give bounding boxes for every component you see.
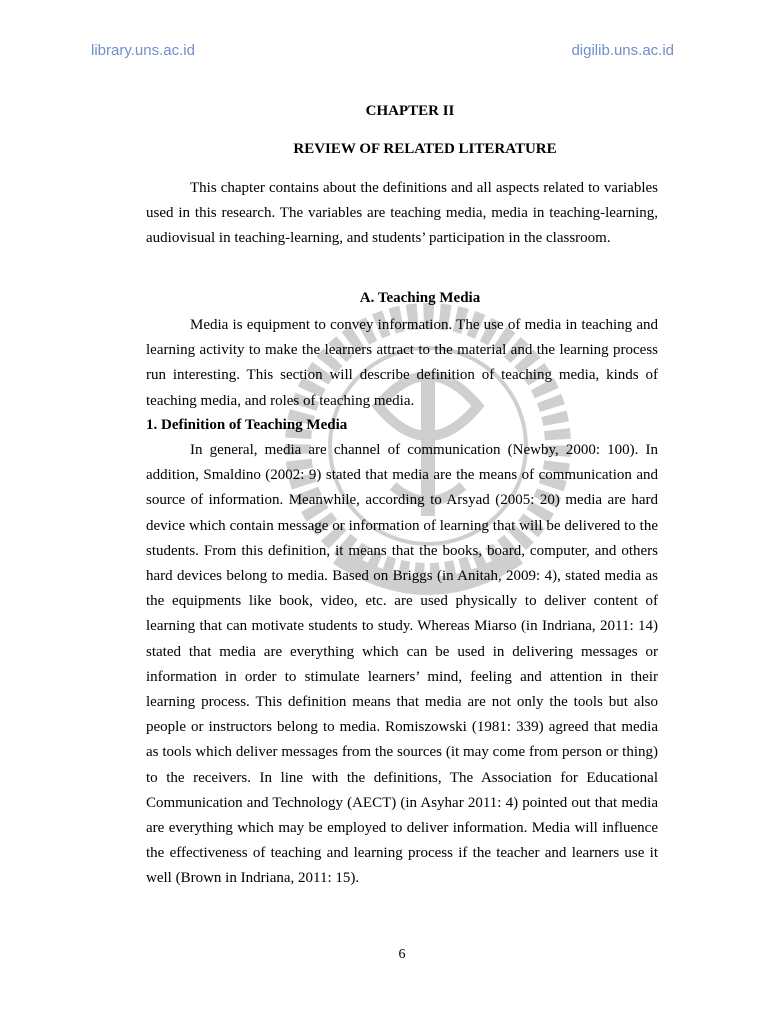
- chapter-number: CHAPTER II: [365, 103, 455, 119]
- header-link-library[interactable]: library.uns.ac.id: [91, 42, 195, 59]
- intro-paragraph-text: This chapter contains about the definitions and all aspects related to variables used in this research. The variables are teaching media, media in teaching-learning, audiovisual in teaching-learning, and students’ participation in the classroom.: [146, 180, 658, 247]
- section-a-heading: A. Teaching Media: [359, 290, 481, 306]
- page-number: 6: [398, 947, 406, 962]
- section-a-paragraph: [146, 313, 658, 414]
- subsection-1-paragraph: [146, 438, 658, 892]
- chapter-title: REVIEW OF RELATED LITERATURE: [293, 141, 557, 157]
- header-link-digilib[interactable]: digilib.uns.ac.id: [571, 42, 674, 59]
- intro-paragraph: [146, 176, 658, 252]
- subsection-1-paragraph-text: In general, media are channel of communication (Newby, 2000: 100). In addition, Smaldino (2002: 9) stated that media are the means of communication and source of information. Meanwhile, according to Arsyad (2005: 20) media are hard device which contain message or information of learning that will be delivered to the students. From this definition, it means that the books, board, computer, and others hard devices belong to media. Based on Briggs (in Anitah, 2009: 4), stated media as the equipments like book, video, etc. are used physically to deliver content of learning that can motivate students to study. Whereas Miarso (in Indriana, 2011: 14) stated that media are everything which can be used in delivering messages or information in order to stimulate learners’ mind, feeling and attention in their learning process. This definition means that media are not only the tools but also people or instructors belong to media. Romiszowski (1981: 339) agreed that media as tools which deliver messages from the sources (it may come from person or thing) to the receivers. In line with the definitions, The Association for Educational Communication and Technology (AECT) (in Asyhar 2011: 4) pointed out that media are everything which may be employed to deliver information. Media will influence the effectiveness of teaching and learning process if the teacher and learners use it well (Brown in Indriana, 2011: 15).: [146, 442, 658, 887]
- section-a-paragraph-text: Media is equipment to convey information. The use of media in teaching and learning activity to make the learners attract to the material and the learning process run interesting. This section will describe definition of teaching media, kinds of teaching media, and roles of teaching media.: [146, 317, 658, 409]
- subsection-1-heading: 1. Definition of Teaching Media: [146, 417, 348, 433]
